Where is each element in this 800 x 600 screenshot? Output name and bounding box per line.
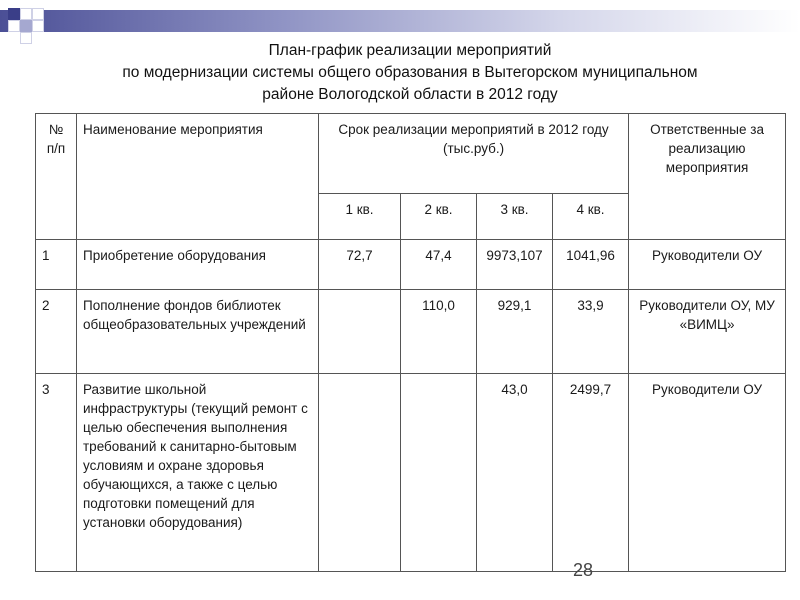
row-q3: 929,1 bbox=[477, 290, 553, 374]
header-q2: 2 кв. bbox=[401, 194, 477, 240]
header-period: Срок реализации мероприятий в 2012 году (тыс.руб.) bbox=[319, 114, 629, 194]
row-q3: 9973,107 bbox=[477, 240, 553, 290]
row-name: Пополнение фондов библиотек общеобразовательных учреждений bbox=[77, 290, 319, 374]
decor-square-icon bbox=[32, 8, 44, 20]
decor-square-icon bbox=[20, 32, 32, 44]
header-band bbox=[0, 10, 800, 32]
table-header-row bbox=[36, 114, 786, 194]
row-q2: 110,0 bbox=[401, 290, 477, 374]
header-q3: 3 кв. bbox=[477, 194, 553, 240]
table-row bbox=[36, 240, 786, 290]
title-line-3: районе Вологодской области в 2012 году bbox=[262, 86, 558, 103]
row-num: 2 bbox=[36, 290, 77, 374]
row-q4: 33,9 bbox=[553, 290, 629, 374]
decor-square-icon bbox=[20, 8, 32, 20]
row-responsible: Руководители ОУ, МУ «ВИМЦ» bbox=[629, 290, 786, 374]
page-number: 28 bbox=[573, 560, 594, 580]
table-row bbox=[36, 290, 786, 374]
decor-square-icon bbox=[8, 8, 20, 20]
row-q1 bbox=[319, 374, 401, 572]
row-q4: 2499,7 bbox=[553, 374, 629, 572]
decor-square-icon bbox=[32, 20, 44, 32]
decor-square-icon bbox=[20, 20, 32, 32]
row-q3: 43,0 bbox=[477, 374, 553, 572]
row-responsible: Руководители ОУ bbox=[629, 240, 786, 290]
row-num: 1 bbox=[36, 240, 77, 290]
header-q1: 1 кв. bbox=[319, 194, 401, 240]
row-q2: 47,4 bbox=[401, 240, 477, 290]
row-name: Приобретение оборудования bbox=[77, 240, 319, 290]
row-num: 3 bbox=[36, 374, 77, 572]
header-q4: 4 кв. bbox=[553, 194, 629, 240]
header-num: № п/п bbox=[36, 114, 77, 240]
decor-square-icon bbox=[8, 20, 20, 32]
title-line-2: по модернизации системы общего образования в Вытегорском муниципальном bbox=[122, 64, 698, 81]
row-responsible: Руководители ОУ bbox=[629, 374, 786, 572]
header-responsible: Ответственные за реализацию мероприятия bbox=[629, 114, 786, 240]
row-q1: 72,7 bbox=[319, 240, 401, 290]
row-name: Развитие школьной инфраструктуры (текущий ремонт с целью обеспечения выполнения требований к санитарно-бытовым условиям и охране здоровья обучающихся, а также с целью подготовки помещений для установки оборудования) bbox=[77, 374, 319, 572]
header-name: Наименование мероприятия bbox=[77, 114, 319, 240]
row-q1 bbox=[319, 290, 401, 374]
slide-title bbox=[40, 40, 780, 106]
table-row bbox=[36, 374, 786, 572]
title-line-1: План-график реализации мероприятий bbox=[268, 42, 552, 59]
row-q2 bbox=[401, 374, 477, 572]
row-q4: 1041,96 bbox=[553, 240, 629, 290]
plan-table bbox=[35, 113, 786, 572]
